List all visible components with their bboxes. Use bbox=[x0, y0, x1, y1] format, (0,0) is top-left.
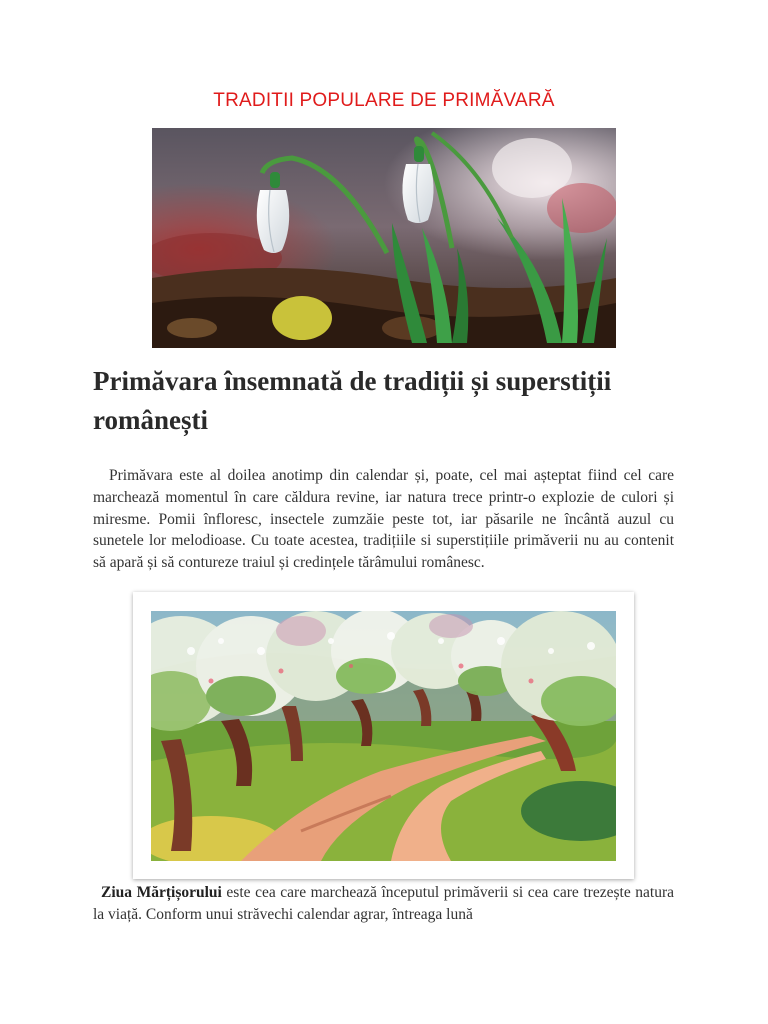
snowdrop-photo bbox=[152, 128, 616, 348]
intro-paragraph: Primăvara este al doilea anotimp din calendar și, poate, cel mai așteptat fiind cel care marchează momentul în care căldura revine, iar natura trece printr-o explozie de culori și miresme. Pomii înfloresc, insectele zumzăie peste tot, iar păsarile ne încântă auzul cu sunetele lor melodioase. Cu toate acestea, tradițiile si superstițiile primăverii nu au contenit să apară și să contureze traiul și credințele tărâmului românesc. bbox=[93, 467, 674, 572]
orchard-painting-frame bbox=[133, 592, 634, 879]
orchard-painting bbox=[151, 611, 616, 861]
martisor-paragraph bbox=[93, 882, 674, 926]
article-heading: Primăvara însemnată de tradiții și superstiții românești bbox=[93, 366, 612, 435]
page-title: TRADITII POPULARE DE PRIMĂVARĂ bbox=[213, 90, 555, 111]
martisor-paragraph-text: este cea care marchează începutul primăverii si cea care trezește natura la viață. Conform unui străvechi calendar agrar, întreaga lună bbox=[93, 884, 674, 923]
martisor-bold-term: Ziua Mărțișorului bbox=[101, 884, 222, 901]
